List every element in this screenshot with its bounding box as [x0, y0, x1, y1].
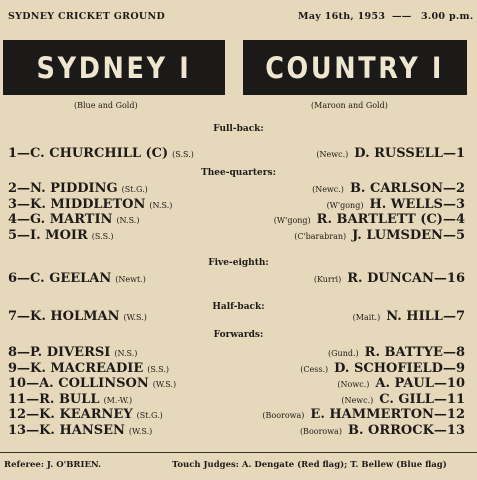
- team-banner-sydney: [3, 40, 225, 95]
- sydney-player-number: 6: [8, 271, 18, 286]
- sydney-player-name: G. MARTIN: [30, 212, 113, 227]
- player-row: [0, 270, 477, 288]
- country-player-name: R. DUNCAN: [347, 271, 434, 286]
- sydney-player: [8, 422, 152, 441]
- country-player-number: 16: [446, 271, 465, 286]
- sydney-player-club: (W.S.): [128, 426, 153, 436]
- country-player-number: 5: [455, 227, 465, 243]
- sydney-player-name: I. MOIR: [30, 227, 88, 243]
- country-player: [353, 308, 465, 327]
- dash: —: [433, 271, 447, 286]
- country-player-club: (W'gong): [326, 200, 364, 210]
- country-player-name: R. BATTYE: [364, 345, 443, 360]
- section-title: Half-back:: [212, 302, 265, 312]
- country-player-club: (Newc.): [341, 395, 374, 405]
- referee-text: Referee: J. O'BRIEN.: [4, 460, 102, 470]
- sydney-player-number: 2: [8, 181, 18, 196]
- section-title: Full-back:: [213, 124, 264, 134]
- time-text: 3.00 p.m.: [421, 11, 474, 22]
- sydney-player-name: K. KEARNEY: [39, 407, 133, 422]
- team-name-sydney: SYDNEY I: [36, 50, 192, 85]
- sydney-player-club: (N.S.): [116, 216, 140, 225]
- sydney-player-name: P. DIVERSI: [30, 345, 111, 360]
- sydney-player-number: 8: [8, 345, 18, 360]
- country-player-name: N. HILL: [386, 309, 443, 324]
- dash: —: [26, 407, 40, 422]
- country-player-club: (Newc.): [316, 150, 349, 159]
- country-player-club: (W'gong): [273, 216, 311, 225]
- dash: —: [433, 391, 447, 407]
- country-player-club: (Gund.): [328, 349, 359, 358]
- sydney-player-club: (M.-W.): [103, 395, 133, 405]
- dash: —: [17, 196, 31, 212]
- country-player-club: (C'barabran): [294, 231, 347, 241]
- sydney-player-number: 5: [8, 227, 18, 243]
- dash: —: [442, 146, 456, 161]
- sydney-player-number: 10: [8, 376, 27, 391]
- country-player-number: 11: [446, 391, 465, 407]
- sydney-player-club: (S.S.): [172, 150, 194, 159]
- country-player-club: (Newc.): [312, 185, 344, 194]
- dash: —: [17, 360, 31, 376]
- dash: —: [433, 376, 447, 391]
- sydney-player-name: N. PIDDING: [30, 181, 118, 196]
- dash: —: [442, 309, 456, 324]
- sydney-player-club: (W.S.): [123, 313, 147, 322]
- country-player: [300, 422, 465, 441]
- sydney-player-number: 13: [8, 422, 27, 438]
- country-player-number: 3: [455, 196, 465, 212]
- section-title: Thee-quarters:: [201, 168, 276, 178]
- team-name-country: COUNTRY I: [265, 50, 445, 85]
- sydney-player: [8, 227, 114, 246]
- country-player-number: 8: [455, 345, 465, 360]
- sydney-player-name: K. HOLMAN: [30, 309, 120, 324]
- sydney-player-name: C. GEELAN: [30, 271, 112, 286]
- player-row: [0, 422, 477, 440]
- dash: —: [442, 181, 456, 196]
- country-player-number: 1: [455, 146, 465, 161]
- sydney-player-number: 3: [8, 196, 18, 212]
- section-title: Five-eighth:: [208, 258, 269, 268]
- country-player-number: 7: [455, 309, 465, 324]
- country-player-number: 2: [455, 181, 465, 196]
- dash: —: [17, 309, 31, 324]
- dash: —: [17, 345, 31, 360]
- sydney-player: [8, 270, 146, 289]
- team-colours-country: (Maroon and Gold): [311, 101, 388, 110]
- section-title: Forwards:: [213, 330, 264, 340]
- country-player-club: (Cess.): [300, 364, 329, 374]
- dash: —: [17, 227, 31, 243]
- country-player-number: 4: [455, 212, 465, 227]
- team-colours-sydney: (Blue and Gold): [74, 101, 138, 110]
- country-player-name: E. HAMMERTON: [310, 407, 434, 422]
- country-player-name: J. LUMSDEN: [352, 227, 443, 243]
- sydney-player-number: 11: [8, 391, 27, 407]
- country-player-club: (Kurri): [313, 275, 342, 284]
- dash: —: [26, 422, 40, 438]
- dash: —: [433, 407, 447, 422]
- sydney-player-club: (S.S.): [147, 364, 170, 374]
- dash: —: [17, 271, 31, 286]
- dash: —: [442, 227, 456, 243]
- sydney-player-club: (St.G.): [136, 411, 163, 420]
- sydney-player-name: C. CHURCHILL (C): [30, 146, 169, 161]
- country-player-club: (Boorowa): [299, 426, 342, 436]
- sydney-player: [8, 308, 147, 327]
- country-player-club: (Nowc.): [337, 380, 370, 389]
- player-row: [0, 227, 477, 245]
- dash: —: [26, 376, 40, 391]
- player-row: [0, 308, 477, 326]
- country-player: [314, 270, 465, 289]
- sydney-player-name: A. COLLINSON: [39, 376, 149, 391]
- country-player: [316, 145, 465, 164]
- country-player-name: A. PAUL: [375, 376, 434, 391]
- country-player-name: C. GILL: [379, 391, 434, 407]
- country-player-number: 13: [446, 422, 465, 438]
- country-player-number: 10: [446, 376, 465, 391]
- country-player-name: H. WELLS: [369, 196, 443, 212]
- country-player-name: B. CARLSON: [349, 181, 443, 196]
- player-row: [0, 145, 477, 163]
- team-banner-country: [243, 40, 467, 95]
- country-player-name: D. SCHOFIELD: [334, 360, 443, 376]
- sydney-player-name: K. MACREADIE: [30, 360, 144, 376]
- sydney-player-number: 1: [8, 146, 18, 161]
- country-player: [294, 227, 465, 246]
- sydney-player-club: (Newt.): [115, 275, 146, 284]
- venue-text: SYDNEY CRICKET GROUND: [8, 11, 166, 22]
- country-player-club: (Mait.): [352, 313, 381, 322]
- sydney-player-club: (N.S.): [149, 200, 173, 210]
- touch-judges-text: Touch Judges: A. Dengate (Red flag); T. Bellew (Blue flag): [172, 460, 447, 470]
- sydney-player-number: 12: [8, 407, 27, 422]
- country-player-number: 12: [446, 407, 465, 422]
- dash: —: [26, 391, 40, 407]
- dash: —: [17, 146, 31, 161]
- sydney-player-number: 4: [8, 212, 18, 227]
- sydney-player-club: (W.S.): [152, 380, 177, 389]
- dash-text: ——: [392, 11, 412, 22]
- dash: —: [442, 212, 456, 227]
- dash: —: [17, 181, 31, 196]
- sydney-player-name: R. BULL: [39, 391, 100, 407]
- country-player-number: 9: [455, 360, 465, 376]
- date-text: May 16th, 1953: [298, 11, 386, 22]
- sydney-player-club: (N.S.): [114, 349, 138, 358]
- footer-divider: [0, 452, 477, 453]
- country-player-name: D. RUSSELL: [354, 146, 443, 161]
- sydney-player-number: 9: [8, 360, 18, 376]
- sydney-player-name: K. HANSEN: [39, 422, 125, 438]
- sydney-player-name: K. MIDDLETON: [30, 196, 146, 212]
- dash: —: [442, 196, 456, 212]
- sydney-player: [8, 145, 194, 164]
- sydney-player-club: (St.G.): [121, 185, 148, 194]
- country-player-name: R. BARTLETT (C): [316, 212, 443, 227]
- country-player-name: B. ORROCK: [347, 422, 434, 438]
- dash: —: [433, 422, 447, 438]
- dash: —: [442, 360, 456, 376]
- country-player-club: (Boorowa): [262, 411, 305, 420]
- dash: —: [17, 212, 31, 227]
- sydney-player-number: 7: [8, 309, 18, 324]
- dash: —: [442, 345, 456, 360]
- sydney-player-club: (S.S.): [91, 231, 114, 241]
